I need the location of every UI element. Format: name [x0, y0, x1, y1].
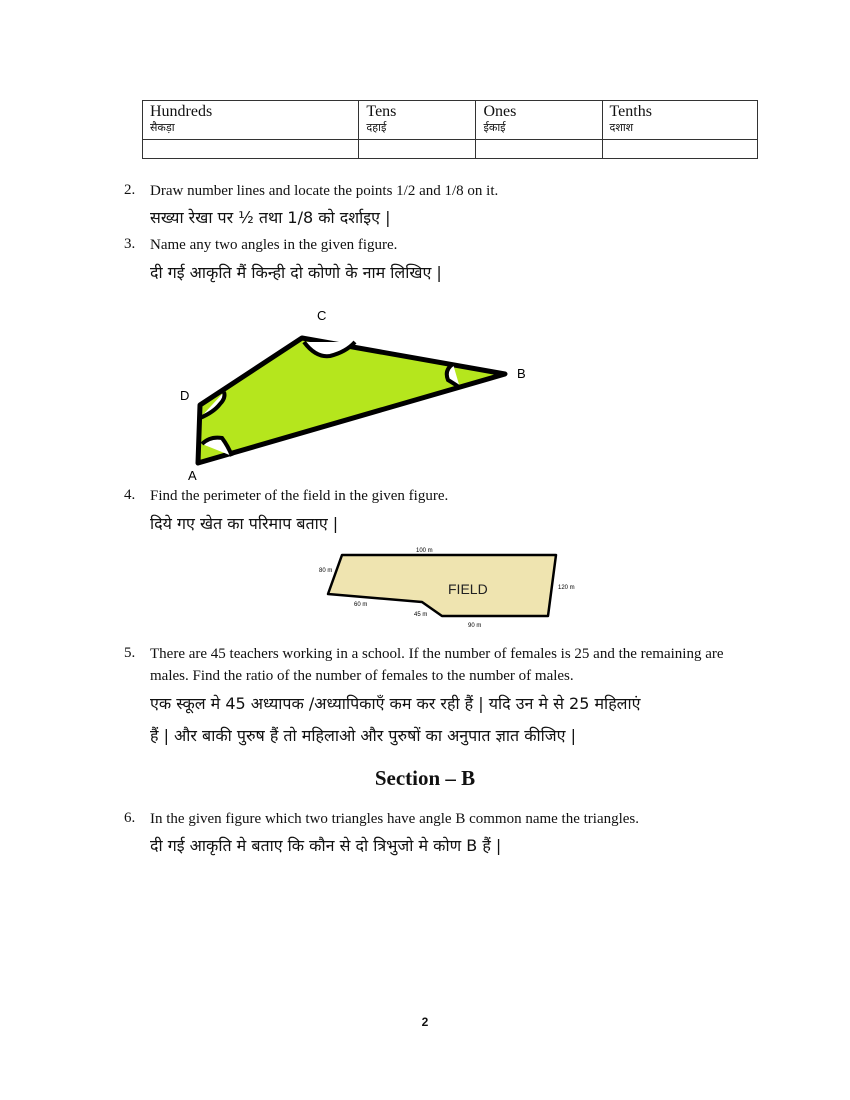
section-heading: Section – B [374, 766, 476, 790]
question-5-text-en: There are 45 teachers working in a school. If the number of females is 25 and the remaining are males. Find the ratio of the number of females to the number of males. [150, 646, 724, 684]
question-2-text-en: Draw number lines and locate the points 1/2 and 1/8 on it. [150, 183, 499, 199]
question-2-text-hi: सख्या रेखा पर ½ तथा 1/8 को दर्शाइए | [150, 208, 391, 227]
question-4-text-en: Find the perimeter of the field in the given figure. [150, 488, 449, 504]
question-6-number: 6. [124, 810, 136, 826]
question-3-text-hi: दी गई आकृति मैं किन्ही दो कोणो के नाम लिखिए | [150, 263, 442, 282]
column-label-en: Tenths [609, 103, 652, 120]
column-label-hi: ईकाई [483, 121, 506, 134]
question-4-text-hi: दिये गए खेत का परिमाप बताए | [150, 514, 339, 533]
column-label-hi: सैकड़ा [150, 121, 175, 134]
quadrilateral-fill [198, 338, 505, 463]
vertex-label-b: B [517, 366, 526, 381]
measure-left: 80 m [319, 568, 333, 574]
blank-cell [476, 140, 602, 159]
question-5-text-hi-line1: एक स्कूल मे 45 अध्यापक /अध्यापिकाएँ कम कर रही हैं | यदि उन मे से 25 महिलाएं [150, 694, 641, 713]
measure-bottom: 90 m [468, 623, 482, 629]
column-ones [476, 101, 602, 140]
measure-top: 100 m [416, 548, 433, 554]
blank-cell [143, 140, 359, 159]
question-5-number: 5. [124, 645, 136, 661]
column-tenths [602, 101, 757, 140]
column-hundreds [143, 101, 359, 140]
vertex-label-c: C [317, 308, 327, 323]
field-figure [310, 542, 590, 634]
measure-slant: 45 m [414, 612, 428, 618]
question-5-text-hi-line2: हैं | और बाकी पुरुष हैं तो महिलाओ और पुरुषों का अनुपात ज्ञात कीजिए | [150, 726, 577, 745]
column-label-hi: दशाश [609, 121, 634, 134]
table-row-blank [143, 140, 758, 159]
column-label-en: Ones [483, 103, 517, 120]
vertex-label-a: A [188, 468, 197, 483]
column-label-en: Hundreds [150, 103, 213, 120]
column-label-en: Tens [366, 103, 397, 120]
question-2-number: 2. [124, 182, 136, 198]
field-label: FIELD [448, 581, 488, 597]
column-label-hi: दहाई [366, 121, 387, 134]
question-4-number: 4. [124, 487, 136, 503]
question-6-text-en: In the given figure which two triangles have angle B common name the triangles. [150, 811, 640, 827]
page-number: 2 [421, 1015, 429, 1029]
column-tens [359, 101, 476, 140]
question-3-number: 3. [124, 236, 136, 252]
question-3-text-en: Name any two angles in the given figure. [150, 237, 398, 253]
quadrilateral-figure [170, 300, 540, 485]
blank-cell [359, 140, 476, 159]
measure-right: 120 m [558, 585, 575, 591]
place-value-table [142, 100, 758, 159]
vertex-label-d: D [180, 388, 190, 403]
blank-cell [602, 140, 757, 159]
measure-bottom-left: 60 m [354, 602, 368, 608]
question-6-text-hi: दी गई आकृति मे बताए कि कौन से दो त्रिभुजो मे कोण B हैं | [150, 836, 502, 855]
